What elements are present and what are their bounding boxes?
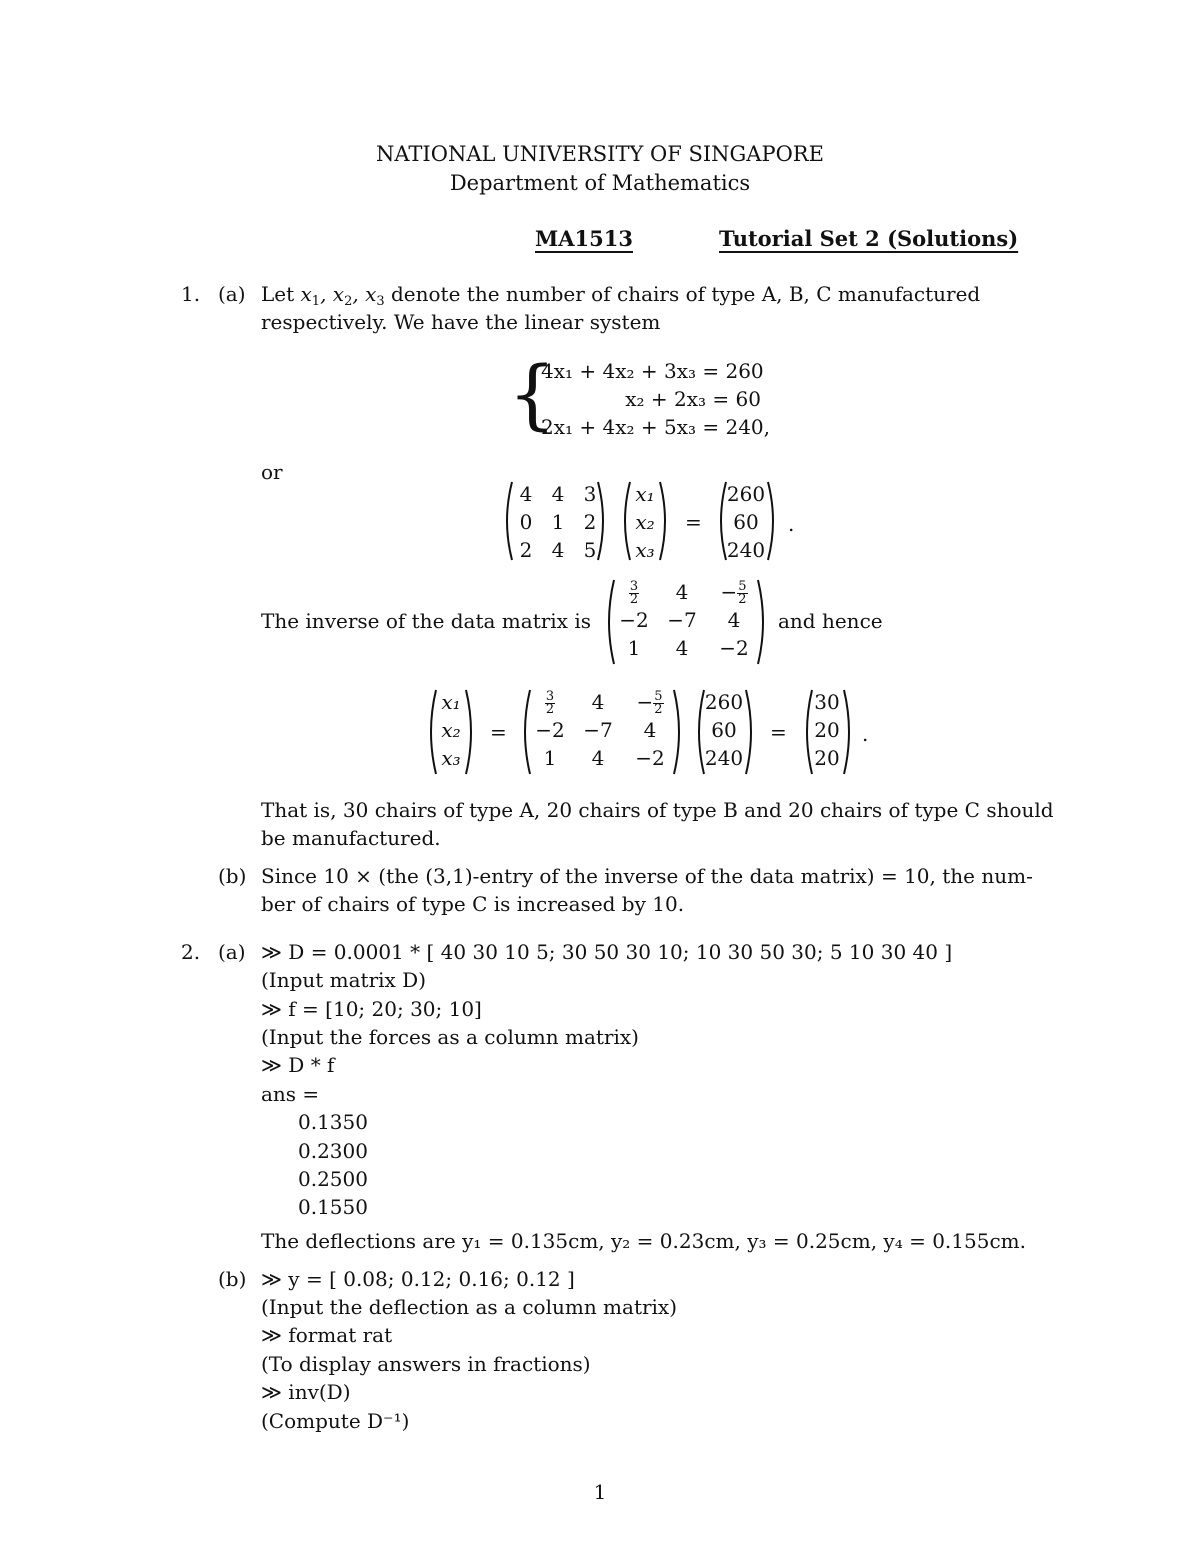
inverse-entry: −2: [619, 608, 649, 632]
matrix-A-entry: 4: [551, 538, 565, 562]
or-text: or: [261, 460, 283, 484]
matrix-A-entry: 0: [519, 510, 533, 534]
q1-number: 1.: [181, 282, 201, 306]
course-code: MA1513: [535, 226, 633, 251]
vector-b-entry: 60: [711, 718, 737, 742]
q2a-ans-label: ans =: [261, 1082, 320, 1106]
inverse-entry: −7: [667, 608, 697, 632]
solution-result-vector: [810, 688, 844, 772]
vector-b: [724, 480, 768, 564]
vector-x-entry: x₃: [441, 746, 461, 770]
inverse-entry: 4: [591, 746, 605, 770]
vector-x-entry: x₂: [635, 510, 655, 534]
inverse-entry: 4: [591, 690, 605, 714]
q1a-line2: respectively. We have the linear system: [261, 310, 661, 334]
inverse-entry: 4: [643, 718, 657, 742]
solution-equals-2: =: [770, 720, 787, 744]
system-eq1: 4x₁ + 4x₂ + 3x₃ = 260: [541, 359, 764, 383]
q2a-ans-value: 0.2300: [298, 1139, 368, 1163]
system-eq2: x₂ + 2x₃ = 60: [625, 387, 761, 411]
inverse-entry: 1: [627, 636, 641, 660]
q1a-line1-pre: Let: [261, 282, 295, 306]
solution-inverse-matrix: [530, 688, 674, 772]
q1b-line2: ber of chairs of type C is increased by 10.: [261, 892, 685, 916]
q2a-ans-value: 0.1350: [298, 1110, 368, 1134]
inverse-entry: −2: [719, 636, 749, 660]
solution-entry: 20: [814, 746, 840, 770]
university-name: NATIONAL UNIVERSITY OF SINGAPORE: [376, 142, 824, 166]
q2b-cmd-inv: ≫ inv(D): [261, 1380, 351, 1404]
inverse-intro: The inverse of the data matrix is: [261, 609, 591, 633]
department-name: Department of Mathematics: [449, 171, 751, 195]
matrix-A-entry: 5: [583, 538, 597, 562]
q2a-cmd-Df: ≫ D * f: [261, 1053, 335, 1077]
q2a-note-f: (Input the forces as a column matrix): [261, 1025, 639, 1049]
q2a-cmd-f: ≫ f = [10; 20; 30; 10]: [261, 997, 482, 1021]
solution-b-vector: [702, 688, 746, 772]
q2a-ans-value: 0.1550: [298, 1195, 368, 1219]
vector-x-entry: x₂: [441, 718, 461, 742]
inverse-entry: $\frac{3}{2}$: [545, 689, 555, 717]
vector-x: [630, 480, 660, 564]
inverse-entry: −2: [535, 718, 565, 742]
inverse-entry: −2: [635, 746, 665, 770]
vector-b-entry: 260: [704, 690, 744, 714]
matrix-A-entry: 4: [519, 482, 533, 506]
vector-b-entry: 240: [726, 538, 766, 562]
q2-number: 2.: [181, 940, 201, 964]
solution-x-vector: [436, 688, 466, 772]
vector-b-entry: 60: [733, 510, 759, 534]
vector-b-entry: 260: [726, 482, 766, 506]
inverse-entry: 4: [675, 636, 689, 660]
matrix-A-entry: 1: [551, 510, 565, 534]
q1a-line1-post: denote the number of chairs of type A, B, C manufactured: [391, 282, 981, 306]
q2b-note-y: (Input the deflection as a column matrix): [261, 1295, 678, 1319]
inverse-entry: 1: [543, 746, 557, 770]
q2a-note-D: (Input matrix D): [261, 968, 427, 992]
matrix-A-entry: 2: [583, 510, 597, 534]
solution-entry: 20: [814, 718, 840, 742]
q2b-label: (b): [218, 1267, 247, 1291]
q2a-deflections: The deflections are y₁ = 0.135cm, y₂ = 0.23cm, y₃ = 0.25cm, y₄ = 0.155cm.: [261, 1229, 1026, 1253]
vector-x-entry: x₁: [635, 482, 655, 506]
tutorial-title: Tutorial Set 2 (Solutions): [719, 226, 1019, 251]
q2b-note-inv: (Compute D⁻¹): [261, 1409, 410, 1433]
inverse-and-hence: and hence: [778, 609, 883, 633]
vector-b-entry: 240: [704, 746, 744, 770]
inverse-entry: − $\frac{5}{2}$: [636, 689, 663, 717]
vector-x-entry: x₁: [441, 690, 461, 714]
q2a-label: (a): [218, 940, 246, 964]
solution-period: .: [862, 722, 869, 746]
matrix-A-entry: 2: [519, 538, 533, 562]
solution-equals-1: =: [490, 720, 507, 744]
matrix-A: [510, 480, 606, 564]
inverse-entry: − $\frac{5}{2}$: [720, 579, 747, 607]
period: .: [788, 512, 795, 536]
system-brace: {: [508, 349, 557, 438]
q2b-note-format: (To display answers in fractions): [261, 1352, 591, 1376]
solution-entry: 30: [814, 690, 840, 714]
inverse-entry: 4: [727, 608, 741, 632]
vector-x-entry: x₃: [635, 538, 655, 562]
q1b-label: (b): [218, 864, 247, 888]
system-eq3: 2x₁ + 4x₂ + 5x₃ = 240,: [541, 415, 771, 439]
q2b-cmd-y: ≫ y = [ 0.08; 0.12; 0.16; 0.12 ]: [261, 1267, 575, 1291]
q2b-cmd-format: ≫ format rat: [261, 1323, 393, 1347]
q1a-conclusion-2: be manufactured.: [261, 826, 441, 850]
inverse-entry: −7: [583, 718, 613, 742]
inverse-entry: $\frac{3}{2}$: [629, 579, 639, 607]
q1a-conclusion-1: That is, 30 chairs of type A, 20 chairs of type B and 20 chairs of type C should: [261, 798, 1054, 822]
q1a-variables: $x_1$, $x_2$, $x_3$: [300, 282, 385, 309]
q2a-cmd-D: ≫ D = 0.0001 * [ 40 30 10 5; 30 50 30 10; 10 30 50 30; 5 10 30 40 ]: [261, 940, 953, 964]
q1a-label: (a): [218, 282, 246, 306]
inverse-entry: 4: [675, 580, 689, 604]
equals-sign: =: [685, 510, 702, 534]
matrix-A-entry: 4: [551, 482, 565, 506]
page-number: 1: [593, 1480, 607, 1504]
q1b-line1: Since 10 × (the (3,1)-entry of the inverse of the data matrix) = 10, the num-: [261, 864, 1033, 888]
inverse-matrix: [614, 578, 758, 662]
matrix-A-entry: 3: [583, 482, 597, 506]
q2a-ans-value: 0.2500: [298, 1167, 368, 1191]
